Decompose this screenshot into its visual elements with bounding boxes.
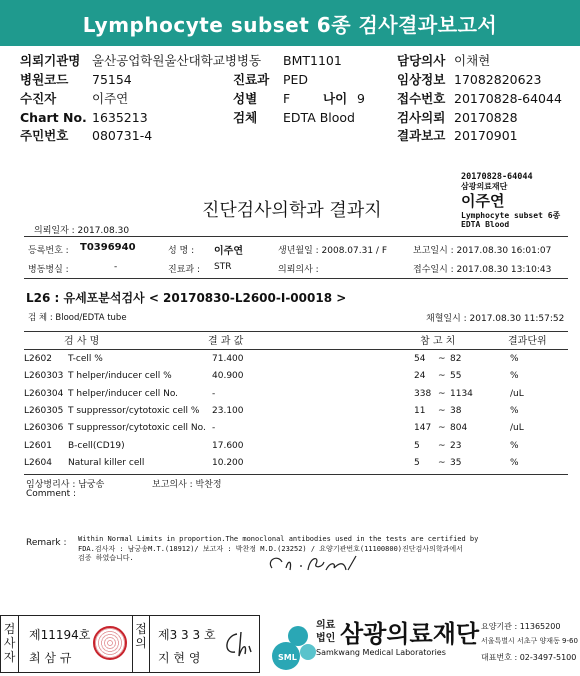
approver-name: 지 현 영 xyxy=(158,651,201,665)
result-unit: % xyxy=(510,405,519,416)
org-name: 삼광의료재단 xyxy=(340,620,480,648)
code-value: BMT1101 xyxy=(283,53,342,68)
reg-no-label: 등록번호 : xyxy=(28,246,69,256)
test-code: L260304 xyxy=(24,388,64,399)
doctor-label: 담당의사 xyxy=(397,53,446,68)
reg-no: T0396940 xyxy=(80,242,136,253)
comment-label: Comment : xyxy=(26,489,76,499)
specimen-label: 검체 xyxy=(233,110,258,125)
test-result: 71.400 xyxy=(212,354,244,364)
test-result: 17.600 xyxy=(212,440,244,451)
approver-signature-image xyxy=(219,626,255,662)
result-unit: % xyxy=(510,371,519,382)
request-value: 20170828 xyxy=(454,110,518,125)
remark-line-2: FDA.검사자 : 남궁송M.T.(18912)/ 보고자 : 박찬정 M.D.(23252) / 요양기관번호(11100800)진단검사의학과에서 xyxy=(78,545,463,553)
test-result: - xyxy=(212,388,216,399)
table-row xyxy=(24,403,568,420)
birth-date: 생년월일 : 2008.07.31 / F xyxy=(278,246,387,256)
resident-label: 주민번호 xyxy=(20,128,69,143)
table-row xyxy=(24,455,568,472)
col-unit: 결과단위 xyxy=(508,336,547,347)
col-result: 결 과 값 xyxy=(208,336,244,347)
seal-stamp-icon xyxy=(93,626,127,660)
sheet-dept-value: STR xyxy=(214,262,232,272)
table-row xyxy=(24,420,568,437)
sheet-doctor-label: 의뢰의사 : xyxy=(278,265,319,275)
patient-name: 이주연 xyxy=(214,246,243,257)
specimen-value: EDTA Blood xyxy=(283,110,355,125)
clinical-value: 17082820623 xyxy=(454,72,542,87)
remark-label: Remark : xyxy=(26,538,67,548)
institution-label: 의뢰기관명 xyxy=(20,53,81,68)
test-code: L2604 xyxy=(24,457,52,468)
inspector-label: 검사자 xyxy=(1,616,19,672)
col-name: 검 사 명 xyxy=(64,336,100,347)
receive-datetime: 접수일시 : 2017.08.30 13:10:43 xyxy=(413,265,552,275)
ref-high: 82 xyxy=(450,354,462,364)
range-separator: ~ xyxy=(438,405,446,416)
ref-low: 11 xyxy=(414,405,426,416)
chart-value: 1635213 xyxy=(92,110,148,125)
ref-high: 23 xyxy=(450,440,462,451)
ref-high: 1134 xyxy=(450,388,473,399)
specimen-line: 검 체 : Blood/EDTA tube xyxy=(28,313,127,323)
hospital-code-value: 75154 xyxy=(92,72,132,87)
ref-high: 55 xyxy=(450,371,462,382)
table-row xyxy=(24,351,568,368)
range-separator: ~ xyxy=(438,388,446,399)
sticker-test: Lymphocyte subset 6종 xyxy=(461,211,561,220)
col-ref: 참 고 치 xyxy=(420,336,456,347)
patient-label: 수진자 xyxy=(20,91,57,106)
sticker-number: 20170828-64044 xyxy=(461,172,533,182)
test-name: B-cell(CD19) xyxy=(68,440,125,451)
ref-high: 35 xyxy=(450,457,462,468)
ref-low: 5 xyxy=(414,440,420,451)
org-phone: 대표번호 : 02-3497-5100 xyxy=(481,653,577,662)
report-doctor: 보고의사 : 박찬정 xyxy=(152,480,222,490)
report-footer xyxy=(0,612,580,676)
test-result: 23.100 xyxy=(212,405,244,416)
scanned-result-sheet xyxy=(0,168,580,612)
inspector-name: 최 삼 규 xyxy=(29,651,72,665)
name-label: 성 명 : xyxy=(168,246,195,256)
ref-high: 804 xyxy=(450,423,468,434)
sticker-org: 삼광의료재단 xyxy=(461,182,508,191)
approval-box xyxy=(0,615,260,673)
dept-value: PED xyxy=(283,72,309,87)
receipt-value: 20170828-64044 xyxy=(454,91,562,106)
report-label: 결과보고 xyxy=(397,128,446,143)
patient-value: 이주연 xyxy=(92,91,129,106)
range-separator: ~ xyxy=(438,440,446,451)
test-code: L2602 xyxy=(24,354,52,364)
table-row xyxy=(24,368,568,385)
test-result: - xyxy=(212,423,216,434)
test-result: 40.900 xyxy=(212,371,244,382)
result-unit: /uL xyxy=(510,388,524,399)
ref-high: 38 xyxy=(450,405,462,416)
org-code: 요양기관 : 11365200 xyxy=(481,622,561,631)
result-unit: % xyxy=(510,354,519,364)
table-header xyxy=(24,331,568,350)
test-result: 10.200 xyxy=(212,457,244,468)
org-english-name: Samkwang Medical Laboratories xyxy=(316,648,446,657)
ward-label: 병동병실 : xyxy=(28,265,69,275)
test-code: L260306 xyxy=(24,423,64,434)
org-prefix-1: 의료 xyxy=(316,620,336,631)
table-row xyxy=(24,438,568,455)
range-separator: ~ xyxy=(438,354,446,364)
range-separator: ~ xyxy=(438,423,446,434)
test-name: T suppressor/cytotoxic cell % xyxy=(68,405,200,416)
ref-low: 338 xyxy=(414,388,432,399)
inspector-number: 제11194호 xyxy=(29,628,91,642)
sticker-name: 이주연 xyxy=(461,192,505,210)
sex-label: 성별 xyxy=(233,91,258,106)
range-separator: ~ xyxy=(438,371,446,382)
dept-label: 진료과 xyxy=(233,72,270,87)
institution-value: 울산공업학원울산대학교병병동 xyxy=(92,53,262,68)
result-unit: /uL xyxy=(510,423,524,434)
org-prefix-2: 법인 xyxy=(316,633,336,644)
approver-number: 제3 3 3 호 xyxy=(158,628,216,642)
sticker-specimen: EDTA Blood xyxy=(461,220,510,229)
test-name: T helper/inducer cell % xyxy=(68,371,172,382)
ref-low: 147 xyxy=(414,423,432,434)
remark-line-1: Within Normal Limits in proportion.The monoclonal antibodies used in the tests are certified by xyxy=(78,535,479,543)
test-code: L260303 xyxy=(24,371,64,382)
test-code: L260305 xyxy=(24,405,64,416)
age-value: 9 xyxy=(357,91,365,106)
result-unit: % xyxy=(510,440,519,451)
test-name: Natural killer cell xyxy=(68,457,145,468)
test-name: T-cell % xyxy=(68,354,103,364)
table-row xyxy=(24,386,568,403)
sheet-title: 진단검사의학과 결과지 xyxy=(202,200,382,221)
sheet-dept-label: 진료과 : xyxy=(168,265,200,275)
receipt-label: 접수번호 xyxy=(397,91,446,106)
test-name: T helper/inducer cell No. xyxy=(68,388,179,399)
sex-value: F xyxy=(283,91,291,106)
clinical-label: 임상정보 xyxy=(397,72,446,87)
divider xyxy=(24,236,568,237)
test-code: L2601 xyxy=(24,440,52,451)
range-separator: ~ xyxy=(438,457,446,468)
org-address: 서울특별시 서초구 양재동 9-60 xyxy=(481,637,578,645)
collect-datetime: 채혈일시 : 2017.08.30 11:57:52 xyxy=(426,314,565,324)
resident-value: 080731-4 xyxy=(92,128,153,143)
report-title: Lymphocyte subset 6종 검사결과보고서 xyxy=(82,12,498,37)
ref-low: 54 xyxy=(414,354,426,364)
age-label: 나이 xyxy=(323,91,348,106)
test-heading: L26 : 유세포분석검사 < 20170830-L2600-I-00018 > xyxy=(26,291,347,305)
request-date: 의뢰일자 : 2017.08.30 xyxy=(34,226,130,236)
test-name: T suppressor/cytotoxic cell No. xyxy=(68,423,206,434)
hospital-code-label: 병원코드 xyxy=(20,72,69,87)
request-label: 검사의뢰 xyxy=(397,110,446,125)
ref-low: 24 xyxy=(414,371,426,382)
remark-line-3: 검증 하였습니다. xyxy=(78,554,134,562)
report-value: 20170901 xyxy=(454,128,518,143)
divider xyxy=(24,474,568,475)
chart-label: Chart No. xyxy=(20,110,87,125)
report-title-bar xyxy=(0,0,580,46)
ward-value: - xyxy=(114,262,118,272)
result-unit: % xyxy=(510,457,519,468)
divider xyxy=(24,278,568,279)
ref-low: 5 xyxy=(414,457,420,468)
approver-label: 접의 xyxy=(132,616,150,672)
signature-image xyxy=(264,550,364,576)
doctor-value: 이채현 xyxy=(454,53,491,68)
logo-text: SML xyxy=(278,653,297,662)
path-doctor: 임상병리사 : 남궁송 xyxy=(26,480,105,490)
report-datetime: 보고일시 : 2017.08.30 16:01:07 xyxy=(413,246,552,256)
